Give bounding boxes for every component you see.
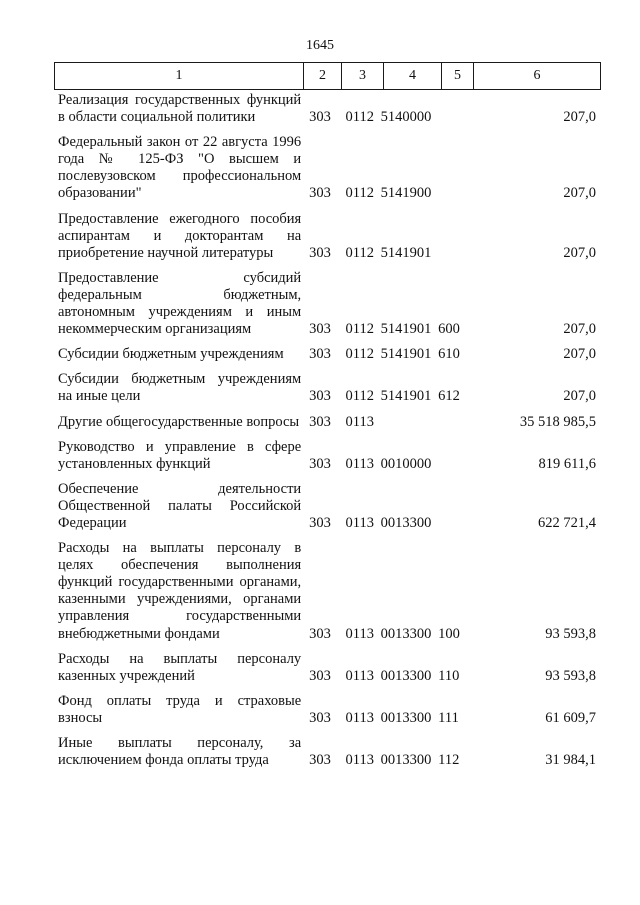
row-col-5: 110 (438, 667, 460, 684)
row-col-4: 0013300 (380, 667, 432, 684)
row-description: Обеспечение деятельности Общественной палаты Российской Федерации (58, 480, 302, 531)
row-col-4: 0013300 (380, 752, 432, 769)
row-col-3: 0113 (345, 455, 374, 472)
row-description: Предоставление субсидий федеральным бюджетным, автономным учреждениям и иным некоммерческим организациям (58, 269, 302, 338)
row-description: Субсидии бюджетным учреждениям (58, 346, 284, 363)
row-col-2: 303 (309, 321, 331, 338)
row-col-3: 0112 (345, 346, 374, 363)
row-col-2: 303 (309, 346, 331, 363)
table-row (54, 651, 600, 685)
row-col-3: 0113 (345, 752, 374, 769)
table-row (54, 735, 600, 769)
row-amount: 819 611,6 (538, 455, 596, 472)
row-col-4: 5141900 (380, 185, 432, 202)
table-row (54, 481, 600, 532)
row-col-3: 0112 (345, 388, 374, 405)
table-body (54, 92, 600, 777)
row-description: Предоставление ежегодного пособия аспирантам и докторантам на приобретение научной литературы (58, 210, 302, 261)
row-col-5: 111 (438, 709, 459, 726)
table-row (54, 439, 600, 473)
header-col-4: 4 (384, 63, 442, 90)
row-col-2: 303 (309, 109, 331, 126)
row-col-3: 0112 (345, 244, 374, 261)
row-col-2: 303 (309, 455, 331, 472)
header-col-3: 3 (342, 63, 384, 90)
table-row (54, 92, 600, 126)
row-col-4: 0010000 (380, 455, 432, 472)
header-col-5: 5 (442, 63, 474, 90)
row-col-2: 303 (309, 709, 331, 726)
row-col-4: 5140000 (380, 109, 432, 126)
row-amount: 93 593,8 (545, 625, 596, 642)
row-description: Федеральный закон от 22 августа 1996 года № 125-ФЗ "О высшем и послевузовском профессиональном образовании" (58, 134, 302, 202)
row-col-4: 0013300 (380, 709, 432, 726)
row-description: Субсидии бюджетным учреждениям на иные цели (58, 371, 302, 405)
table-row (54, 211, 600, 262)
row-description: Расходы на выплаты персоналу в целях обеспечения выполнения функций государственными органами, казенными учреждениями, органами управления государственными внебюджетными фондами (58, 540, 302, 642)
row-col-2: 303 (309, 625, 331, 642)
row-col-3: 0113 (345, 625, 374, 642)
row-description: Расходы на выплаты персоналу казенных учреждений (58, 650, 302, 684)
row-amount: 61 609,7 (545, 709, 596, 726)
row-amount: 31 984,1 (545, 752, 596, 769)
table-header (54, 62, 601, 90)
row-amount: 207,0 (563, 388, 596, 405)
row-col-5: 610 (438, 346, 460, 363)
row-col-2: 303 (309, 514, 331, 531)
row-amount: 207,0 (563, 185, 596, 202)
row-amount: 207,0 (563, 321, 596, 338)
page-number: 1645 (306, 38, 334, 53)
row-amount: 207,0 (563, 244, 596, 261)
row-description: Другие общегосударственные вопросы (58, 413, 300, 430)
row-col-3: 0113 (345, 514, 374, 531)
row-col-4: 5141901 (380, 244, 432, 261)
row-col-2: 303 (309, 413, 331, 430)
row-col-4: 5141901 (380, 346, 432, 363)
row-amount: 622 721,4 (538, 514, 596, 531)
row-col-5: 600 (438, 321, 460, 338)
row-col-2: 303 (309, 388, 331, 405)
row-description: Реализация государственных функций в области социальной политики (58, 92, 302, 126)
row-description: Руководство и управление в сфере установленных функций (58, 438, 302, 472)
table-row (54, 693, 600, 727)
row-col-4: 5141901 (380, 321, 432, 338)
row-col-2: 303 (309, 752, 331, 769)
row-col-3: 0112 (345, 321, 374, 338)
row-col-2: 303 (309, 244, 331, 261)
table-row (54, 270, 600, 338)
row-amount: 207,0 (563, 346, 596, 363)
row-amount: 207,0 (563, 109, 596, 126)
row-col-2: 303 (309, 185, 331, 202)
row-amount: 93 593,8 (545, 667, 596, 684)
row-col-3: 0112 (345, 109, 374, 126)
row-description: Иные выплаты персоналу, за исключением фонда оплаты труда (58, 735, 302, 769)
row-col-4: 5141901 (380, 388, 432, 405)
row-col-4: 0013300 (380, 625, 432, 642)
row-col-3: 0113 (345, 667, 374, 684)
table-row (54, 371, 600, 405)
table-row (54, 540, 600, 643)
row-col-5: 612 (438, 388, 460, 405)
table-row (54, 346, 600, 363)
table-row (54, 134, 600, 202)
row-description: Фонд оплаты труда и страховые взносы (58, 692, 302, 726)
header-col-6: 6 (474, 63, 601, 90)
row-col-4: 0013300 (380, 514, 432, 531)
header-col-2: 2 (304, 63, 342, 90)
table-row (54, 414, 600, 431)
row-col-5: 100 (438, 625, 460, 642)
row-amount: 35 518 985,5 (519, 413, 596, 430)
row-col-3: 0113 (345, 709, 374, 726)
row-col-3: 0112 (345, 185, 374, 202)
row-col-2: 303 (309, 667, 331, 684)
row-col-3: 0113 (345, 413, 374, 430)
row-col-5: 112 (438, 752, 460, 769)
header-col-1: 1 (55, 63, 304, 90)
